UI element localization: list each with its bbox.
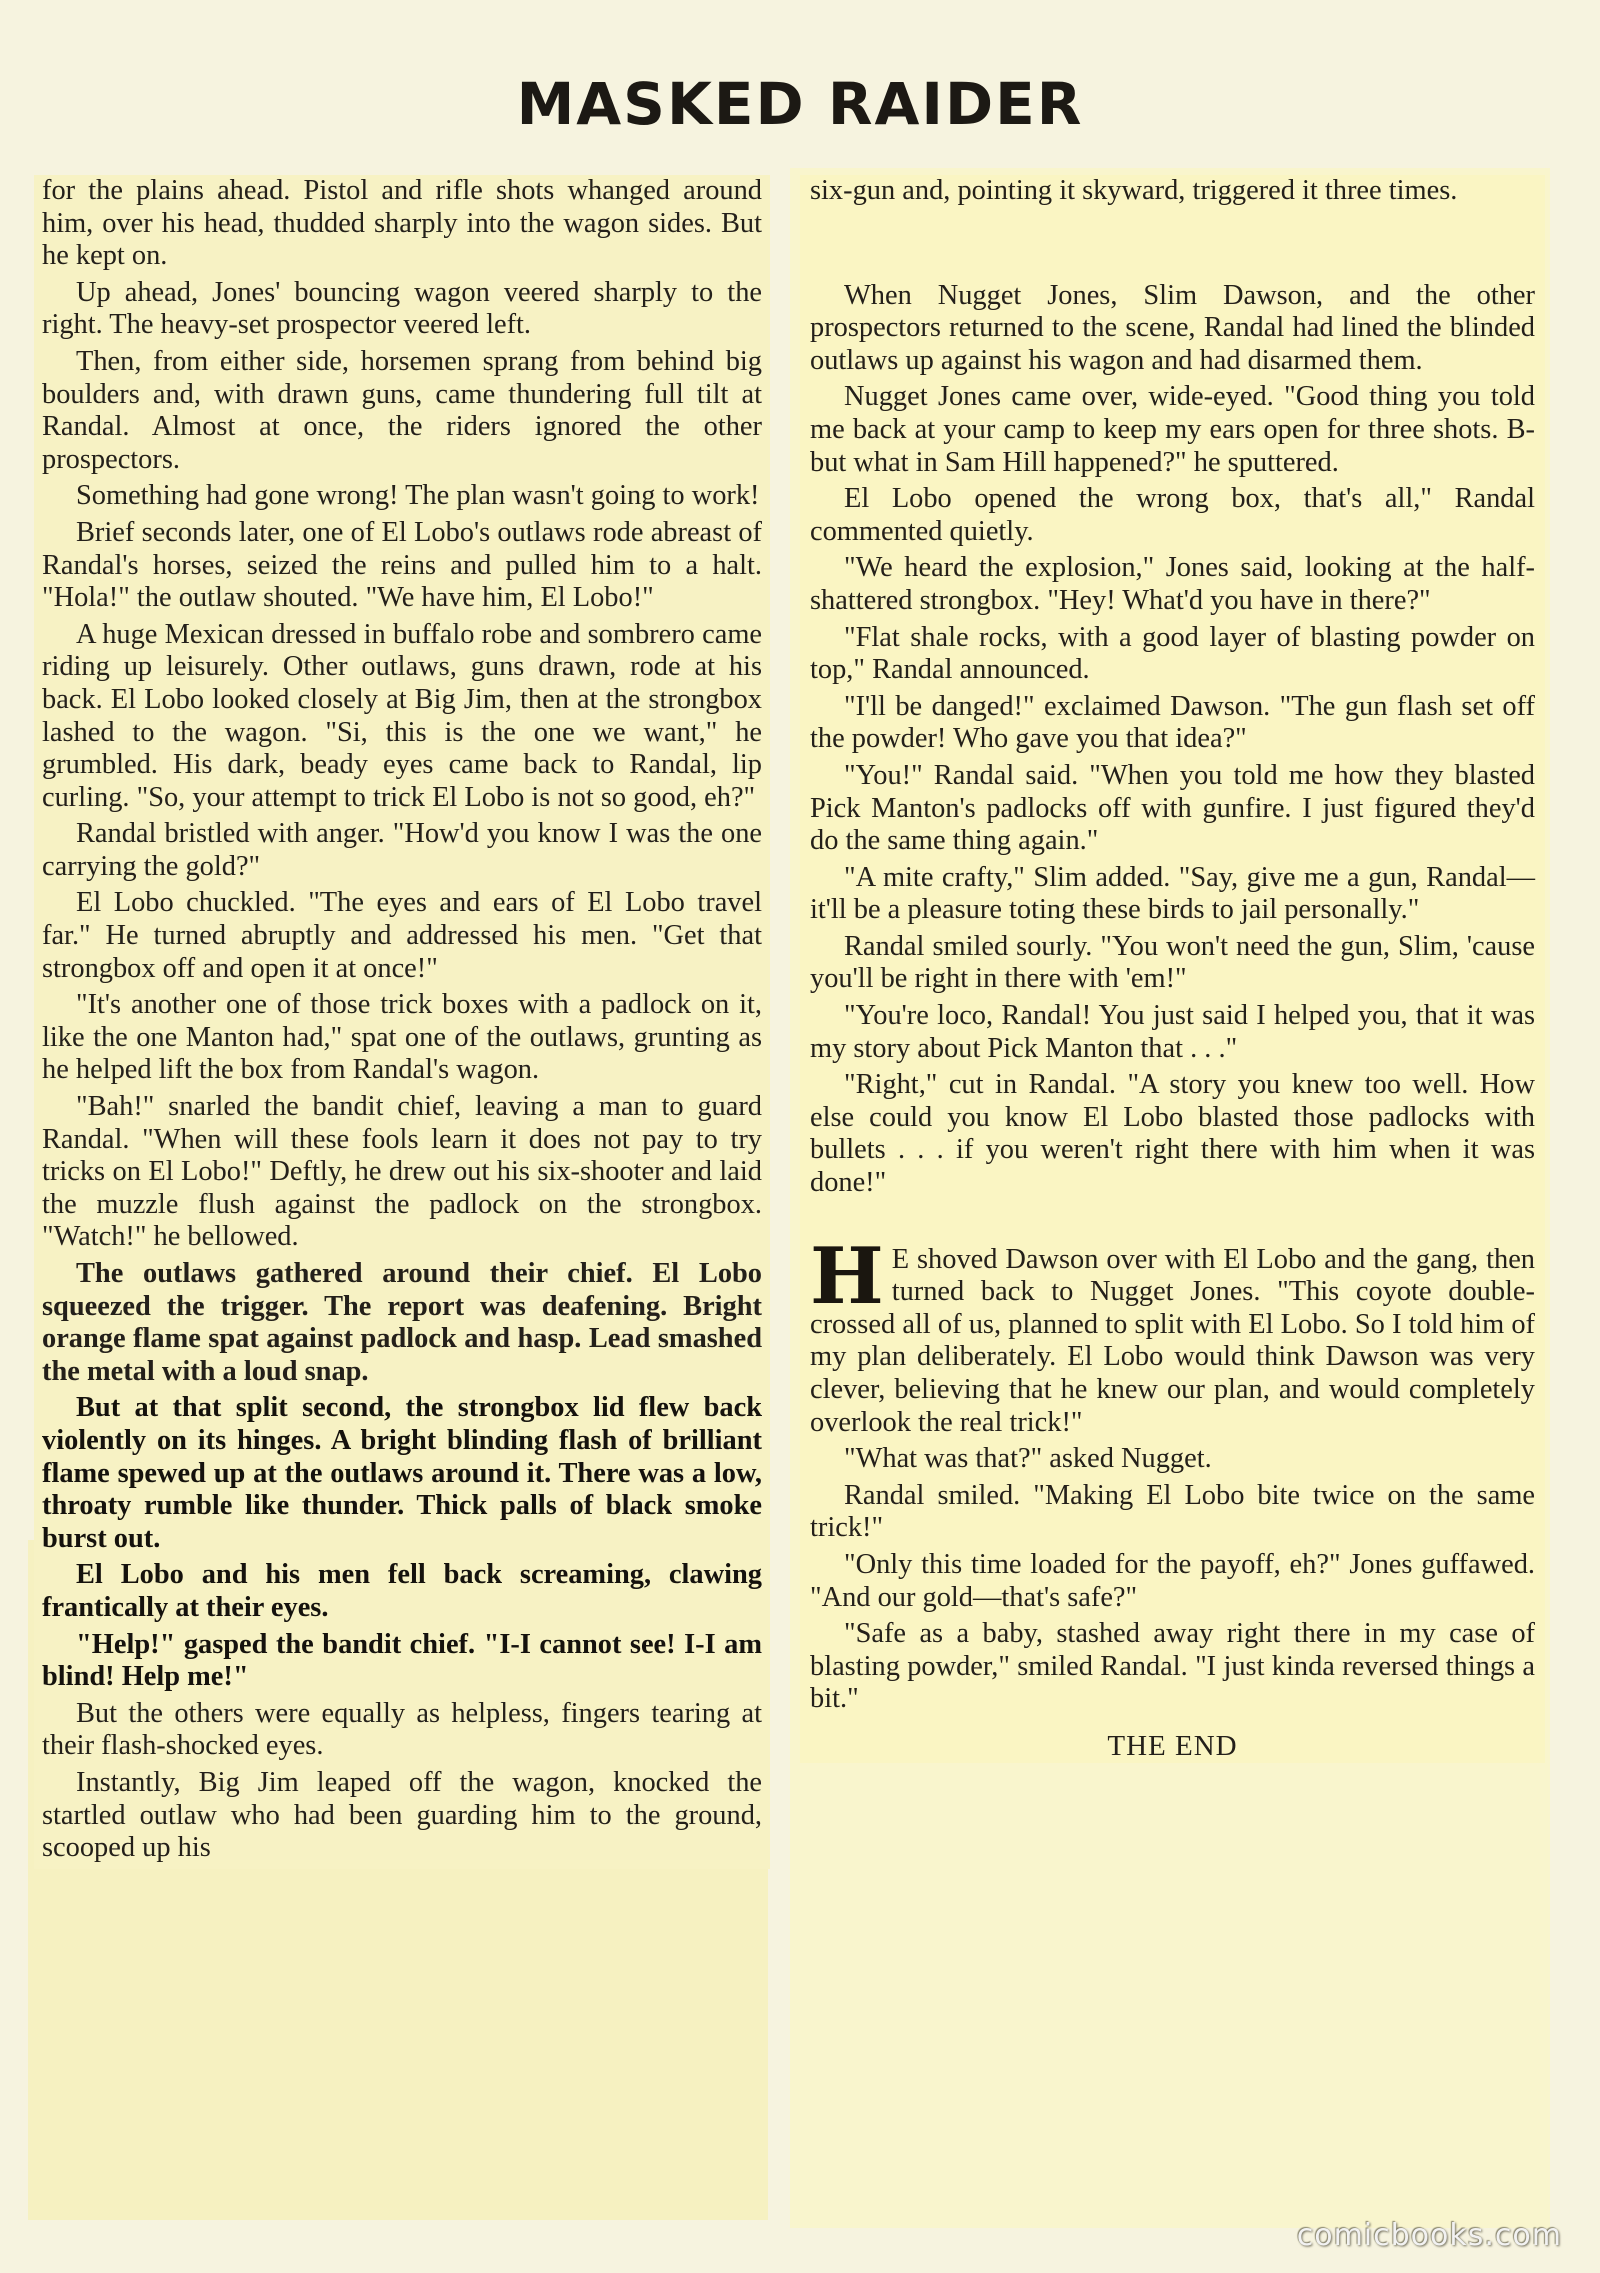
paragraph: "A mite crafty," Slim added. "Say, give me a gun, Randal—it'll be a pleasure toting these birds to jail personally."	[810, 861, 1535, 926]
paragraph: "It's another one of those trick boxes with a padlock on it, like the one Manton had," spat one of the outlaws, grunting as he helped lift the box from Randal's wagon.	[42, 989, 762, 1086]
right-column	[800, 175, 1545, 1763]
paragraph: A huge Mexican dressed in buffalo robe and sombrero came riding up leisurely. Other outlaws, guns drawn, rode at his back. El Lobo looked closely at Big Jim, then at the strongbox lashed to the wagon. "Si, this is the one we want," he grumbled. His dark, beady eyes came back to Randal, lip curling. "So, your attempt to trick El Lobo is not so good, eh?"	[42, 618, 762, 813]
paragraph: six-gun and, pointing it skyward, triggered it three times.	[810, 175, 1458, 206]
paragraph: Instantly, Big Jim leaped off the wagon, knocked the startled outlaw who had been guarding him to the ground, scooped up his	[42, 1766, 762, 1864]
paragraph: The outlaws gathered around their chief. El Lobo squeezed the trigger. The report was deafening. Bright orange flame spat against padlock and hasp. Lead smashed the metal with a loud snap.	[42, 1258, 762, 1387]
paragraph: El Lobo opened the wrong box, that's all," Randal commented quietly.	[810, 483, 1535, 547]
dropcap-text: E shoved Dawson over with El Lobo and the gang, then turned back to Nugget Jones. "This coyote double-crossed all of us, planned to split with El Lobo. So I told him of my plan deliberately. El Lobo would think Dawson was very clever, believing that he knew our plan, and would completely overlook the real trick!"	[810, 1243, 1535, 1438]
watermark: comicbooks.com	[1296, 2218, 1562, 2253]
paragraph: Randal smiled sourly. "You won't need the gun, Slim, 'cause you'll be right in there with 'em!"	[810, 930, 1535, 995]
section-break	[810, 1204, 1535, 1244]
paragraph: Randal bristled with anger. "How'd you know I was the one carrying the gold?"	[42, 818, 762, 882]
paragraph: "You!" Randal said. "When you told me how they blasted Pick Manton's padlocks off with gunfire. I just figured they'd do the same thing again."	[810, 759, 1535, 857]
paragraph: Nugget Jones came over, wide-eyed. "Good thing you told me back at your camp to keep my ears open for three shots. B-but what in Sam Hill happened?" he sputtered.	[810, 381, 1535, 478]
paragraph: Something had gone wrong! The plan wasn't going to work!	[76, 480, 760, 512]
paragraph: Up ahead, Jones' bouncing wagon veered sharply to the right. The heavy-set prospector veered left.	[42, 276, 762, 341]
paragraph: When Nugget Jones, Slim Dawson, and the other prospectors returned to the scene, Randal had lined the blinded outlaws up against his wagon and had disarmed them.	[810, 279, 1535, 376]
paragraph: "Help!" gasped the bandit chief. "I-I cannot see! I-I am blind! Help me!"	[42, 1628, 762, 1693]
paragraph: "We heard the explosion," Jones said, looking at the half-shattered strongbox. "Hey! What'd you have in there?"	[810, 552, 1535, 616]
dropcap-letter: H	[810, 1230, 884, 1322]
paragraph: "Bah!" snarled the bandit chief, leaving a man to guard Randal. "When will these fools learn it does not pay to try tricks on El Lobo!" Deftly, he drew out his six-shooter and laid the muzzle flush against the padlock on the strongbox. "Watch!" he bellowed.	[42, 1091, 762, 1253]
paragraph: Randal smiled. "Making El Lobo bite twice on the same trick!"	[810, 1479, 1535, 1544]
dropcap-paragraph	[810, 1230, 1535, 1440]
the-end-label: THE END	[1107, 1729, 1238, 1762]
paragraph: But at that split second, the strongbox lid flew back violently on its hinges. A bright blinding flash of brilliant flame spewed up at the outlaws around it. There was a low, throaty rumble like thunder. Thick palls of black smoke burst out.	[42, 1392, 762, 1554]
paragraph: Then, from either side, horsemen sprang from behind big boulders and, with drawn guns, came thundering full tilt at Randal. Almost at once, the riders ignored the other prospectors.	[42, 345, 762, 475]
paragraph: for the plains ahead. Pistol and rifle shots whanged around him, over his head, thudded sharply into the wagon sides. But he kept on.	[42, 175, 762, 272]
paragraph: But the others were equally as helpless, fingers tearing at their flash-shocked eyes.	[42, 1697, 762, 1762]
paragraph: "Only this time loaded for the payoff, eh?" Jones guffawed. "And our gold—that's safe?"	[810, 1548, 1535, 1613]
section-break	[810, 212, 1535, 280]
paragraph: "You're loco, Randal! You just said I helped you, that it was my story about Pick Manton that . . ."	[810, 1000, 1535, 1064]
paragraph: "Flat shale rocks, with a good layer of blasting powder on top," Randal announced.	[810, 621, 1535, 686]
paragraph: "I'll be danged!" exclaimed Dawson. "The gun flash set off the powder! Who gave you that idea?"	[810, 690, 1535, 755]
left-column	[34, 175, 770, 1869]
paragraph: "What was that?" asked Nugget.	[844, 1443, 1212, 1475]
paragraph: "Safe as a baby, stashed away right there in my case of blasting powder," smiled Randal. "I just kinda reversed things a bit."	[810, 1618, 1535, 1715]
paragraph: El Lobo and his men fell back screaming, clawing frantically at their eyes.	[42, 1559, 762, 1623]
paragraph: "Right," cut in Randal. "A story you knew too well. How else could you know El Lobo blasted those padlocks with bullets . . . if you weren't right there with him when it was done!"	[810, 1069, 1535, 1199]
page-title: MASKED RAIDER	[516, 70, 1084, 138]
paragraph: El Lobo chuckled. "The eyes and ears of El Lobo travel far." He turned abruptly and addressed his men. "Get that strongbox off and open it at once!"	[42, 887, 762, 984]
paragraph: Brief seconds later, one of El Lobo's outlaws rode abreast of Randal's horses, seized the reins and pulled him to a halt. "Hola!" the outlaw shouted. "We have him, El Lobo!"	[42, 516, 762, 614]
